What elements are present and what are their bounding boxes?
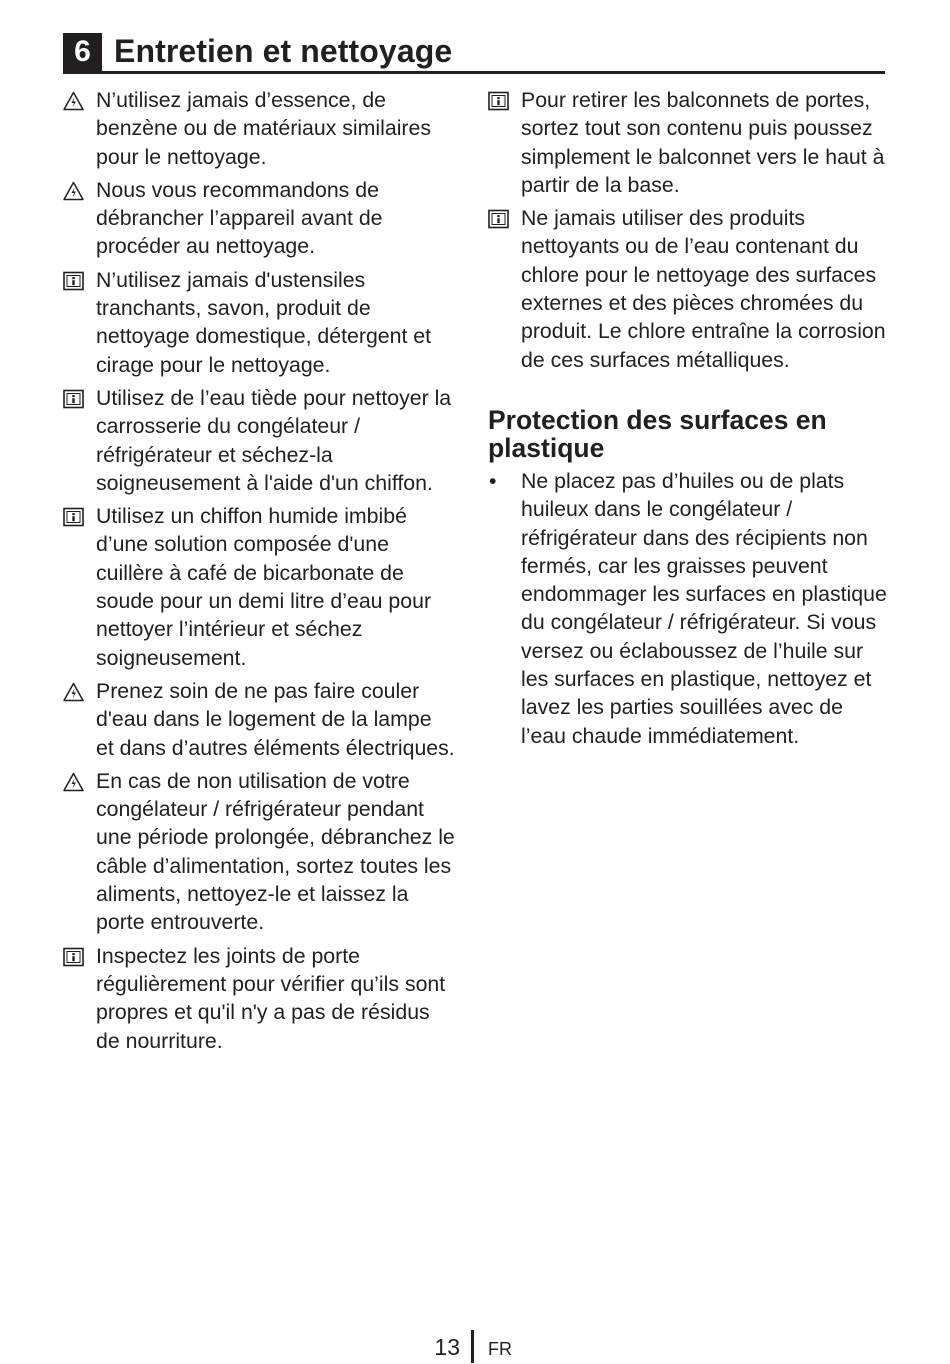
info-icon	[63, 947, 84, 967]
item-text: Pour retirer les balconnets de portes, sortez tout son contenu puis poussez simplement le balconnet vers le haut à partir de la base.	[521, 88, 885, 197]
list-item	[63, 502, 455, 672]
warning-icon	[63, 772, 84, 792]
item-text: N’utilisez jamais d’essence, de benzène ou de matériaux similaires pour le nettoyage.	[96, 88, 432, 169]
item-text: Nous vous recommandons de débrancher l’appareil avant de procéder au nettoyage.	[96, 177, 383, 259]
warning-icon	[63, 682, 84, 702]
list-item	[488, 204, 888, 374]
chapter-number: 6	[63, 33, 102, 71]
list-item	[63, 767, 455, 937]
page-footer	[0, 1330, 950, 1364]
chapter-header	[63, 30, 885, 74]
info-icon	[488, 209, 509, 229]
list-item	[63, 677, 455, 762]
section-heading: Protection des surfaces en plastique	[488, 404, 827, 464]
warning-icon	[63, 91, 84, 111]
list-item	[63, 942, 455, 1055]
list-item	[488, 86, 888, 199]
item-text: Inspectez les joints de porte régulièrement pour vérifier qu’ils sont propres et qu'il n'y a pas de résidus de nourriture.	[96, 943, 446, 1053]
item-text: Utilisez un chiffon humide imbibé d’une solution composée d'une cuillère à café de bicarbonate de soude pour un demi litre d’eau pour nettoyer l’intérieur et séchez soigneusement.	[96, 504, 432, 670]
list-item	[63, 384, 455, 497]
bullet-symbol: •	[489, 468, 497, 493]
right-column	[488, 86, 888, 755]
list-item	[63, 266, 455, 379]
info-icon	[63, 271, 84, 291]
item-text: N’utilisez jamais d'ustensiles tranchants, savon, produit de nettoyage domestique, détergent et cirage pour le nettoyage.	[96, 267, 432, 377]
page-title: Entretien et nettoyage	[114, 33, 453, 69]
item-text: Prenez soin de ne pas faire couler d'eau dans le logement de la lampe et dans d’autres éléments électriques.	[96, 678, 455, 760]
bullet-text: Ne placez pas d’huiles ou de plats huileux dans le congélateur / réfrigérateur dans des récipients non fermés, car les graisses peuvent endommager les surfaces en plastique du congélateur / réfrigérateur. Si vous versez ou éclaboussez de l’huile sur les surfaces en plastique, nettoyez et lavez les parties souillées avec de l’eau chaude immédiatement.	[521, 468, 887, 748]
item-text: Ne jamais utiliser des produits nettoyants ou de l’eau contenant du chlore pour le nettoyage des surfaces externes et des pièces chromées du produit. Le chlore entraîne la corrosion de ces surfaces métalliques.	[521, 206, 886, 372]
warning-icon	[63, 181, 84, 201]
info-icon	[63, 507, 84, 527]
left-column	[63, 86, 455, 1060]
item-text: Utilisez de l’eau tiède pour nettoyer la carrosserie du congélateur / réfrigérateur et séchez-la soigneusement à l'aide d'un chiffon.	[96, 385, 452, 495]
list-item	[63, 176, 455, 261]
footer-divider	[471, 1330, 474, 1363]
item-text: En cas de non utilisation de votre congélateur / réfrigérateur pendant une période prolongée, débranchez le câble d’alimentation, sortez toutes les aliments, nettoyez-le et laissez la porte entrouverte.	[96, 768, 455, 935]
bullet-item	[488, 467, 888, 750]
info-icon	[488, 91, 509, 111]
list-item	[63, 86, 455, 171]
language-code: FR	[488, 1339, 512, 1359]
page-number: 13	[434, 1334, 460, 1360]
info-icon	[63, 389, 84, 409]
